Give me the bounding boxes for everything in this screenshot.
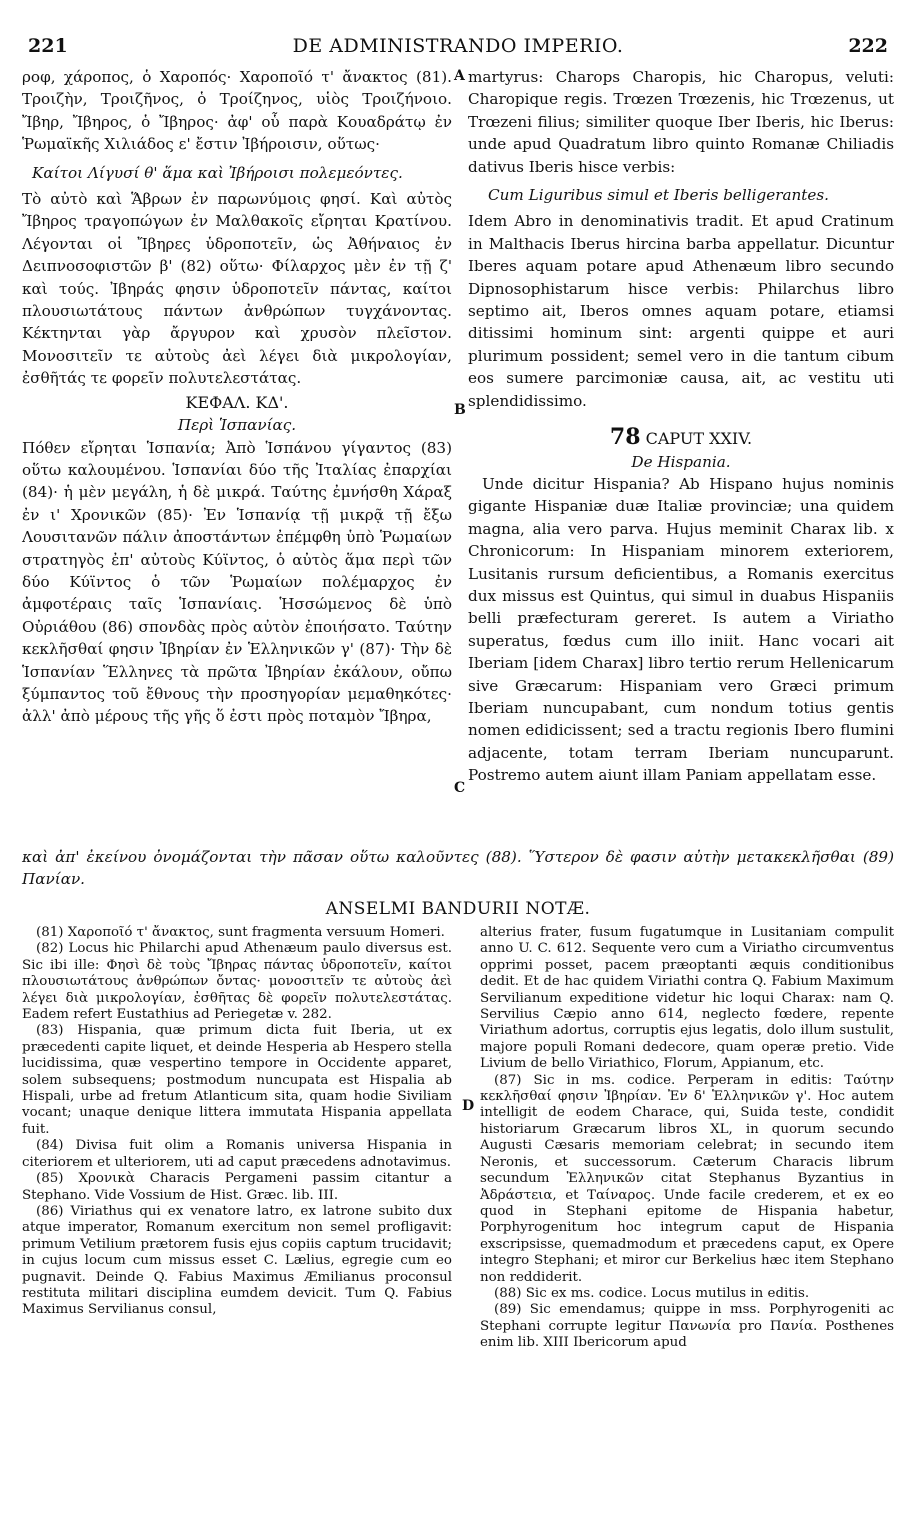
notes-title: ANSELMI BANDURII NOTÆ. bbox=[325, 899, 591, 919]
note: (89) Sic emendamus; quippe in mss. Porphyrogeniti ac Stephani corrupte legitur Πανωνία pro Πανία. Posthenes enim lib. XIII Ibericorum apud bbox=[480, 1302, 894, 1351]
note: (86) Viriathus qui ex venatore latro, ex latrone subito dux atque imperator, Romanum exercitum non semel profligavit: primum Vetilium prætorem fusis ejus copiis captum trucidavit; in cujus locum cum missus esset C. Lælius, egregie cum eo pugnavit. Deinde Q. Fabius Maximus Æmilianus proconsul restituta militari disciplina eumdem devicit. Tum Q. Fabius Maximus Servilianus consul, bbox=[22, 1203, 452, 1318]
margin-marker-c: C bbox=[454, 780, 466, 796]
chapter-number: 78 bbox=[609, 424, 641, 451]
note: alterius frater, fusum fugatumque in Lusitaniam compulit anno U. C. 612. Sequente vero cum a Viriatho circumventus opprimi posset, pacem præoptanti æquis conditionibus dedit. Et de hac quidem Viriathi contra Q. Fabium Maximum Servilianum expeditione videtur hic loqui Charax: nam Q. Servilius Cæpio anno 614, neglecto fœdere, repente Viriathum adortus, corruptis ejus legatis, dolo illum sustulit, majore populi Romani dedecore, quam operæ pretio. Vide Livium de bello Viriathico, Florum, Appianum, etc. bbox=[480, 925, 894, 1072]
page-header bbox=[22, 35, 894, 63]
margin-marker-d: D bbox=[462, 1098, 475, 1114]
margin-marker-a: A bbox=[454, 68, 465, 84]
greek-paragraph: Τὸ αὐτὸ καὶ Ἅβρων ἐν παρωνύμοις φησί. Καὶ αὐτὸς Ἴβηρος τραγοπώγων ἐν Μαλθακοῖς εἴρηται Κρατίνου. Λέγονται οἱ Ἴβηρες ὑδροποτεῖν, ὡς Ἀθήναιος ἐν Δειπνοσοφιστῶν β' (82) οὕτω· Φίλαρχος μὲν ἐν τῇ ζ' καὶ τούς. Ἰβηράς φησιν ὑδροποτεῖν πάντας, καίτοι πλουσιωτάτους πάντων ἀνθρώπων τυγχάνοντας. Κέκτηνται γὰρ ἄργυρον καὶ χρυσὸν πλεῖστον. Μονοσιτεῖν τε αὐτοὺς ἀεὶ λέγει διὰ μικρολογίαν, ἐσθῆτάς τε φορεῖν πολυτελεστάτας. bbox=[22, 190, 452, 388]
page-number-left: 221 bbox=[28, 35, 68, 57]
note: (82) Locus hic Philarchi apud Athenæum paulo diversus est. Sic ibi ille: Φησὶ δὲ τοὺς Ἴβηρας πάντας ὑδροποτεῖν, καίτοι πλουσιωτάτους ἀνθρώπων ὄντας· μονοσιτεῖν τε αὐτοὺς ἀεὶ λέγει διὰ μικρολογίαν, ἐσθῆτας δὲ φορεῖν πολυτελεστάτας. Eadem refert Eustathius ad Periegetæ v. 282. bbox=[22, 941, 452, 1023]
greek-column bbox=[22, 66, 452, 728]
note: (83) Hispania, quæ primum dicta fuit Iberia, ut ex præcedenti capite liquet, et deinde Hesperia ab Hespero stella lucidissima, quæ vespertino tempore in Occidente apparet, solem subsequens; postmodum nuncupata est Hispalia ab Hispali, urbe ad fretum Atlanticum sita, quam hodie Siviliam vocant; unaque denique littera immutata Hispania appellata fuit. bbox=[22, 1023, 452, 1137]
note: (88) Sic ex ms. codice. Locus mutilus in editis. bbox=[494, 1285, 810, 1301]
margin-marker-b: B bbox=[454, 402, 466, 418]
greek-paragraph: ροφ, χάροπος, ὁ Χαροπός· Χαροποῖό τ' ἄνακτος (81). Τροιζὴν, Τροιζῆνος, ὁ Τροίζηνος, υἱὸς Τροιζήνοιο. Ἴβηρ, Ἴβηρος, ὁ Ἴβηρος· ἀφ' οὗ παρὰ Κουαδράτῳ ἐν Ῥωμαϊκῆς Χιλιάδος ε' ἔστιν Ἰβήροισιν, οὕτως· bbox=[22, 68, 452, 154]
latin-column bbox=[468, 66, 894, 787]
page bbox=[22, 0, 894, 1540]
greek-verse: Καίτοι Λίγυσί θ' ἅμα καὶ Ἰβήροισι πολεμεόντες. bbox=[32, 163, 403, 182]
notes-right-column bbox=[480, 925, 894, 1352]
latin-paragraph: martyrus: Charops Charopis, hic Charopus, veluti: Charopique regis. Trœzen Trœzenis, hic Trœzenus, ut Trœzeni filius; similiter quoque Iber Iberis, hic Iberus: unde apud Quadratum libro quinto Romanæ Chiliadis dativus Iberis hisce verbis: bbox=[468, 68, 894, 176]
notes-left-column bbox=[22, 925, 452, 1319]
note: (81) Χαροποῖό τ' ἄνακτος, sunt fragmenta versuum Homeri. bbox=[36, 925, 445, 940]
greek-chapter-subtitle: Περὶ Ἱσπανίας. bbox=[177, 416, 297, 435]
latin-chapter-title: CAPUT XXIV. bbox=[645, 429, 753, 449]
latin-paragraph: Idem Abro in denominativis tradit. Et apud Cratinum in Malthacis Iberus hircina barba appellatur. Dicuntur Iberes aquam potare apud Athenæum libro secundo Dipnosophistarum hisce verbis: Philarchus libro septimo ait, Iberos omnes aquam potare, etiamsi ditissimi hominum sint: argenti quippe et auri plurimum possident; semel vero in die tantum cibum eos sumere parcimoniæ causa, ait, ac vestitu uti splendidissimo. bbox=[468, 212, 894, 410]
latin-paragraph: Unde dicitur Hispania? Ab Hispano hujus nominis gigante Hispaniæ duæ Italiæ provinciæ; una quidem magna, alia vero parva. Hujus meminit Charax lib. x Chronicorum: In Hispaniam minorem exteriorem, Lusitanis rursum deficientibus, a Romanis exercitus dux missus est Quintus, qui simul in duabus Hispaniis belli præfecturam gereret. Is autem a Viriatho superatus, fœdus cum illo iniit. Hanc vocari ait Iberiam [idem Charax] libro tertio rerum Hellenicarum sive Græcarum: Hispaniam vero Græci primum Iberiam nuncupabant, cum nondum totius gentis nomen edidicissent; sed a tractu regionis Ibero flumini adjacente, totam terram Iberiam nuncuparunt. Postremo autem aiunt illam Paniam appellatam esse. bbox=[468, 474, 894, 785]
running-title: DE ADMINISTRANDO IMPERIO. bbox=[292, 35, 624, 57]
latin-chapter-heading bbox=[468, 426, 894, 450]
note: (87) Sic in ms. codice. Perperam in editis: Ταύτην κεκλῆσθαί φησιν Ἰβηρίαν. Ἐν δ' Ἑλληνικῶν γ'. Hoc autem intelligit de eodem Charace, qui, Suida teste, condidit historiarum Græcarum libros XL, in quorum secundo Augusti Cæsaris memoriam celebrat; in secundo item Neronis, et successorum. Cæterum Characis librum secundum Ἑλληνικῶν citat Stephanus Byzantius in Ἀδράστεια, et Ταίναρος. Unde facile crederem, et ex eo quod in Stephani epitome de Hispania habetur, Porphyrogenitum hoc integrum caput de Hispania exscripsisse, quemadmodum et præcedens caput, ex Opere integro Stephani; et miror cur Berkelius hæc item Stephano non reddiderit. bbox=[480, 1072, 894, 1285]
greek-chapter-heading: ΚΕΦΑΛ. ΚΔ'. bbox=[185, 392, 289, 412]
greek-paragraph: Πόθεν εἴρηται Ἱσπανία; Ἀπὸ Ἱσπάνου γίγαντος (83) οὕτω καλουμένου. Ἱσπανίαι δύο τῆς Ἰταλίας ἐπαρχίαι (84)· ἡ μὲν μεγάλη, ἡ δὲ μικρά. Ταύτης ἐμνήσθη Χάραξ ἐν ι' Χρονικῶν (85)· Ἐν Ἱσπανίᾳ τῇ μικρᾷ τῇ ἔξω Λουσιτανῶν πάλιν ἀποστάντων ἐπέμφθη ὑπὸ Ῥωμαίων στρατηγὸς ἐπ' αὐτοὺς Κύϊντος, ὁ αὐτὸς ἅμα περὶ τῶν δύο Κύϊντος ὁ τῶν Ῥωμαίων πολέμαρχος ἐν ἀμφοτέραις ταῖς Ἱσπανίαις. Ἡσσώμενος δὲ ὑπὸ Οὐριάθου (86) σπονδὰς πρὸς αὐτὸν ἐποιήσατο. Ταύτην κεκλῆσθαί φησιν Ἰβηρίαν ἐν Ἑλληνικῶν γ' (87)· Τὴν δὲ Ἱσπανίαν Ἕλληνες τὰ πρῶτα Ἰβηρίαν ἐκάλουν, οὔπω ξύμπαντος τοῦ ἔθνους τὴν προσηγορίαν μεμαθηκότες· ἀλλ' ἀπὸ μέρους τῆς γῆς ὅ ἐστι πρὸς ποταμὸν Ἴβηρα, bbox=[22, 438, 452, 726]
latin-chapter-subtitle: De Hispania. bbox=[631, 452, 731, 471]
note: (84) Divisa fuit olim a Romanis universa Hispania in citeriorem et ulteriorem, uti ad caput præcedens adnotavimus. bbox=[22, 1138, 452, 1170]
page-number-right: 222 bbox=[848, 35, 888, 57]
greek-full-width-line: καὶ ἀπ' ἐκείνου ὀνομάζονται τὴν πᾶσαν οὕτω καλοῦντες (88). Ὕστερον δὲ φασιν αὐτὴν μετακεκλῆσθαι (89) Πανίαν. bbox=[22, 848, 894, 889]
latin-verse: Cum Liguribus simul et Iberis belligerantes. bbox=[488, 186, 830, 205]
note: (85) Χρονικὰ Characis Pergameni passim citantur a Stephano. Vide Vossium de Hist. Græc. lib. III. bbox=[22, 1171, 452, 1203]
